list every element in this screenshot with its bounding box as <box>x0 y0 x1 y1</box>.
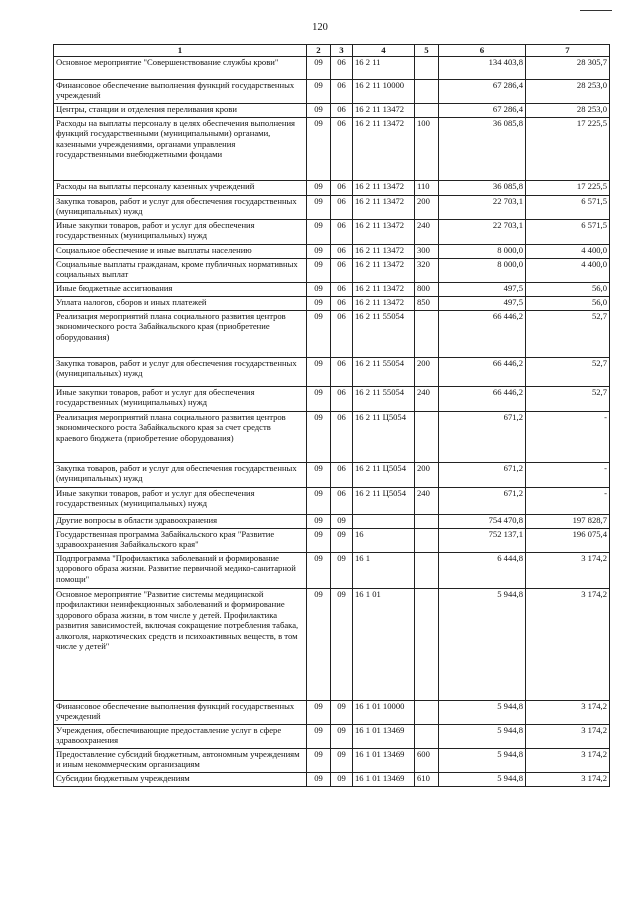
subsection-code: 06 <box>331 297 353 311</box>
target-article-code: 16 2 11 13472 <box>353 104 415 118</box>
section-code: 09 <box>307 463 331 488</box>
table-row <box>54 749 610 773</box>
section-code: 09 <box>307 245 331 259</box>
amount-plan: 134 403,8 <box>439 57 526 80</box>
row-name: Подпрограмма "Профилактика заболеваний и формирование здорового образа жизни. Развитие первичной медико-санитарной помощи" <box>54 553 307 589</box>
row-name: Финансовое обеспечение выполнения функций государственных учреждений <box>54 701 307 725</box>
section-code: 09 <box>307 181 331 196</box>
subsection-code: 06 <box>331 118 353 181</box>
section-code: 09 <box>307 196 331 220</box>
amount-actual: 3 174,2 <box>526 773 610 787</box>
subsection-code: 09 <box>331 749 353 773</box>
amount-plan: 67 286,4 <box>439 104 526 118</box>
table-row <box>54 529 610 553</box>
expense-type-code <box>415 701 439 725</box>
amount-actual: 3 174,2 <box>526 553 610 589</box>
expense-type-code: 240 <box>415 488 439 515</box>
target-article-code: 16 2 11 13472 <box>353 196 415 220</box>
target-article-code <box>353 515 415 529</box>
target-article-code: 16 2 11 55054 <box>353 358 415 387</box>
row-name: Расходы на выплаты персоналу казенных учреждений <box>54 181 307 196</box>
target-article-code: 16 2 11 <box>353 57 415 80</box>
section-code: 09 <box>307 725 331 749</box>
table-row <box>54 387 610 412</box>
expense-type-code: 850 <box>415 297 439 311</box>
target-article-code: 16 2 11 13472 <box>353 283 415 297</box>
amount-actual: 3 174,2 <box>526 725 610 749</box>
amount-actual: 28 253,0 <box>526 80 610 104</box>
expense-type-code <box>415 553 439 589</box>
target-article-code: 16 2 11 55054 <box>353 311 415 358</box>
target-article-code: 16 1 <box>353 553 415 589</box>
amount-actual: 56,0 <box>526 283 610 297</box>
expense-type-code <box>415 589 439 701</box>
expense-type-code: 320 <box>415 259 439 283</box>
amount-actual: - <box>526 463 610 488</box>
amount-plan: 6 444,8 <box>439 553 526 589</box>
target-article-code: 16 2 11 55054 <box>353 387 415 412</box>
subsection-code: 06 <box>331 488 353 515</box>
amount-plan: 5 944,8 <box>439 701 526 725</box>
amount-plan: 36 085,8 <box>439 118 526 181</box>
target-article-code: 16 2 11 10000 <box>353 80 415 104</box>
subsection-code: 09 <box>331 589 353 701</box>
amount-actual: 52,7 <box>526 311 610 358</box>
expense-type-code: 200 <box>415 196 439 220</box>
column-header: 3 <box>331 45 353 57</box>
section-code: 09 <box>307 311 331 358</box>
row-name: Иные бюджетные ассигнования <box>54 283 307 297</box>
subsection-code: 06 <box>331 358 353 387</box>
expense-type-code: 240 <box>415 220 439 245</box>
subsection-code: 06 <box>331 104 353 118</box>
table-row <box>54 245 610 259</box>
table-row <box>54 259 610 283</box>
target-article-code: 16 2 11 Ц5054 <box>353 412 415 463</box>
target-article-code: 16 2 11 Ц5054 <box>353 488 415 515</box>
section-code: 09 <box>307 553 331 589</box>
column-header: 2 <box>307 45 331 57</box>
row-name: Центры, станции и отделения переливания крови <box>54 104 307 118</box>
section-code: 09 <box>307 80 331 104</box>
amount-plan: 752 137,1 <box>439 529 526 553</box>
subsection-code: 09 <box>331 725 353 749</box>
subsection-code: 09 <box>331 701 353 725</box>
row-name: Субсидии бюджетным учреждениям <box>54 773 307 787</box>
amount-actual: 4 400,0 <box>526 259 610 283</box>
column-header: 6 <box>439 45 526 57</box>
table-row <box>54 118 610 181</box>
amount-actual: - <box>526 412 610 463</box>
amount-actual: 3 174,2 <box>526 589 610 701</box>
table-row <box>54 553 610 589</box>
row-name: Закупка товаров, работ и услуг для обеспечения государственных (муниципальных) нужд <box>54 196 307 220</box>
row-name: Предоставление субсидий бюджетным, автономным учреждениям и иным некоммерческим организациям <box>54 749 307 773</box>
amount-plan: 66 446,2 <box>439 358 526 387</box>
section-code: 09 <box>307 220 331 245</box>
amount-plan: 671,2 <box>439 463 526 488</box>
budget-table <box>53 44 610 787</box>
amount-plan: 36 085,8 <box>439 181 526 196</box>
expense-type-code: 800 <box>415 283 439 297</box>
row-name: Финансовое обеспечение выполнения функций государственных учреждений <box>54 80 307 104</box>
amount-actual: 6 571,5 <box>526 220 610 245</box>
row-name: Иные закупки товаров, работ и услуг для обеспечения государственных (муниципальных) нужд <box>54 387 307 412</box>
amount-actual: - <box>526 488 610 515</box>
section-code: 09 <box>307 104 331 118</box>
target-article-code: 16 1 01 13469 <box>353 725 415 749</box>
table-row <box>54 701 610 725</box>
amount-actual: 52,7 <box>526 387 610 412</box>
subsection-code: 06 <box>331 220 353 245</box>
table-row <box>54 181 610 196</box>
subsection-code: 06 <box>331 259 353 283</box>
expense-type-code: 200 <box>415 463 439 488</box>
row-name: Социальные выплаты гражданам, кроме публичных нормативных социальных выплат <box>54 259 307 283</box>
row-name: Уплата налогов, сборов и иных платежей <box>54 297 307 311</box>
section-code: 09 <box>307 57 331 80</box>
header-row <box>54 45 610 57</box>
expense-type-code <box>415 529 439 553</box>
amount-actual: 3 174,2 <box>526 701 610 725</box>
expense-type-code <box>415 57 439 80</box>
section-code: 09 <box>307 488 331 515</box>
column-header: 7 <box>526 45 610 57</box>
table-row <box>54 104 610 118</box>
amount-plan: 5 944,8 <box>439 773 526 787</box>
table-row <box>54 358 610 387</box>
row-name: Социальное обеспечение и иные выплаты населению <box>54 245 307 259</box>
row-name: Учреждения, обеспечивающие предоставление услуг в сфере здравоохранения <box>54 725 307 749</box>
expense-type-code <box>415 725 439 749</box>
row-name: Расходы на выплаты персоналу в целях обеспечения выполнения функций государственными (муниципальными) органами, казенными учреждениями, органами управления государственными внебюджетными фондами <box>54 118 307 181</box>
table-row <box>54 725 610 749</box>
subsection-code: 06 <box>331 196 353 220</box>
table-row <box>54 463 610 488</box>
target-article-code: 16 1 01 13469 <box>353 773 415 787</box>
expense-type-code: 110 <box>415 181 439 196</box>
row-name: Государственная программа Забайкальского края "Развитие здравоохранения Забайкальского края" <box>54 529 307 553</box>
amount-plan: 8 000,0 <box>439 245 526 259</box>
amount-plan: 66 446,2 <box>439 311 526 358</box>
subsection-code: 06 <box>331 311 353 358</box>
subsection-code: 06 <box>331 412 353 463</box>
subsection-code: 06 <box>331 283 353 297</box>
column-header: 4 <box>353 45 415 57</box>
amount-actual: 17 225,5 <box>526 118 610 181</box>
amount-actual: 28 253,0 <box>526 104 610 118</box>
target-article-code: 16 2 11 13472 <box>353 118 415 181</box>
amount-actual: 6 571,5 <box>526 196 610 220</box>
target-article-code: 16 1 01 <box>353 589 415 701</box>
expense-type-code: 200 <box>415 358 439 387</box>
amount-plan: 497,5 <box>439 283 526 297</box>
page-number: 120 <box>312 22 328 33</box>
section-code: 09 <box>307 701 331 725</box>
subsection-code: 06 <box>331 387 353 412</box>
amount-plan: 66 446,2 <box>439 387 526 412</box>
subsection-code: 06 <box>331 80 353 104</box>
expense-type-code <box>415 412 439 463</box>
target-article-code: 16 2 11 13472 <box>353 181 415 196</box>
amount-actual: 197 828,7 <box>526 515 610 529</box>
target-article-code: 16 1 01 10000 <box>353 701 415 725</box>
table-row <box>54 220 610 245</box>
table-row <box>54 80 610 104</box>
section-code: 09 <box>307 412 331 463</box>
table-row <box>54 57 610 80</box>
expense-type-code <box>415 80 439 104</box>
subsection-code: 09 <box>331 553 353 589</box>
amount-plan: 22 703,1 <box>439 196 526 220</box>
row-name: Реализация мероприятий плана социального развития центров экономического роста Забайкальского края (приобретение оборудования) <box>54 311 307 358</box>
table-row <box>54 589 610 701</box>
row-name: Иные закупки товаров, работ и услуг для обеспечения государственных (муниципальных) нужд <box>54 220 307 245</box>
row-name: Реализация мероприятий плана социального развития центров экономического роста Забайкальского края за счет средств краевого бюджета (приобретение оборудования) <box>54 412 307 463</box>
expense-type-code: 240 <box>415 387 439 412</box>
amount-plan: 754 470,8 <box>439 515 526 529</box>
row-name: Закупка товаров, работ и услуг для обеспечения государственных (муниципальных) нужд <box>54 463 307 488</box>
table-row <box>54 283 610 297</box>
amount-plan: 671,2 <box>439 488 526 515</box>
table-row <box>54 515 610 529</box>
row-name: Основное мероприятие "Развитие системы медицинской профилактики неинфекционных заболеваний и формирование здорового образа жизни, в том числе у детей. Профилактика развития зависимостей, включая сокращение потребления табака, алкоголя, наркотических средств и психоактивных веществ, в том числе у детей" <box>54 589 307 701</box>
section-code: 09 <box>307 529 331 553</box>
expense-type-code: 100 <box>415 118 439 181</box>
subsection-code: 06 <box>331 245 353 259</box>
amount-actual: 196 075,4 <box>526 529 610 553</box>
target-article-code: 16 1 01 13469 <box>353 749 415 773</box>
row-name: Другие вопросы в области здравоохранения <box>54 515 307 529</box>
target-article-code: 16 2 11 13472 <box>353 297 415 311</box>
section-code: 09 <box>307 358 331 387</box>
section-code: 09 <box>307 773 331 787</box>
amount-plan: 67 286,4 <box>439 80 526 104</box>
corner-mark <box>580 10 612 11</box>
amount-actual: 52,7 <box>526 358 610 387</box>
section-code: 09 <box>307 118 331 181</box>
amount-actual: 17 225,5 <box>526 181 610 196</box>
amount-actual: 56,0 <box>526 297 610 311</box>
subsection-code: 06 <box>331 181 353 196</box>
section-code: 09 <box>307 259 331 283</box>
amount-actual: 4 400,0 <box>526 245 610 259</box>
table-row <box>54 412 610 463</box>
section-code: 09 <box>307 283 331 297</box>
section-code: 09 <box>307 515 331 529</box>
section-code: 09 <box>307 749 331 773</box>
subsection-code: 09 <box>331 529 353 553</box>
table-row <box>54 297 610 311</box>
amount-plan: 497,5 <box>439 297 526 311</box>
section-code: 09 <box>307 387 331 412</box>
amount-actual: 28 305,7 <box>526 57 610 80</box>
target-article-code: 16 2 11 13472 <box>353 259 415 283</box>
table-row <box>54 311 610 358</box>
expense-type-code <box>415 515 439 529</box>
subsection-code: 06 <box>331 463 353 488</box>
amount-plan: 671,2 <box>439 412 526 463</box>
amount-plan: 5 944,8 <box>439 725 526 749</box>
expense-type-code: 600 <box>415 749 439 773</box>
column-header: 1 <box>54 45 307 57</box>
section-code: 09 <box>307 589 331 701</box>
subsection-code: 09 <box>331 515 353 529</box>
section-code: 09 <box>307 297 331 311</box>
amount-actual: 3 174,2 <box>526 749 610 773</box>
amount-plan: 5 944,8 <box>439 589 526 701</box>
row-name: Основное мероприятие "Совершенствование службы крови" <box>54 57 307 80</box>
amount-plan: 22 703,1 <box>439 220 526 245</box>
expense-type-code: 610 <box>415 773 439 787</box>
target-article-code: 16 2 11 13472 <box>353 245 415 259</box>
expense-type-code: 300 <box>415 245 439 259</box>
table-row <box>54 488 610 515</box>
subsection-code: 06 <box>331 57 353 80</box>
row-name: Закупка товаров, работ и услуг для обеспечения государственных (муниципальных) нужд <box>54 358 307 387</box>
target-article-code: 16 <box>353 529 415 553</box>
table-body <box>54 57 610 787</box>
amount-plan: 5 944,8 <box>439 749 526 773</box>
table-row <box>54 196 610 220</box>
expense-type-code <box>415 311 439 358</box>
amount-plan: 8 000,0 <box>439 259 526 283</box>
column-header: 5 <box>415 45 439 57</box>
target-article-code: 16 2 11 Ц5054 <box>353 463 415 488</box>
row-name: Иные закупки товаров, работ и услуг для обеспечения государственных (муниципальных) нужд <box>54 488 307 515</box>
expense-type-code <box>415 104 439 118</box>
table-row <box>54 773 610 787</box>
subsection-code: 09 <box>331 773 353 787</box>
target-article-code: 16 2 11 13472 <box>353 220 415 245</box>
